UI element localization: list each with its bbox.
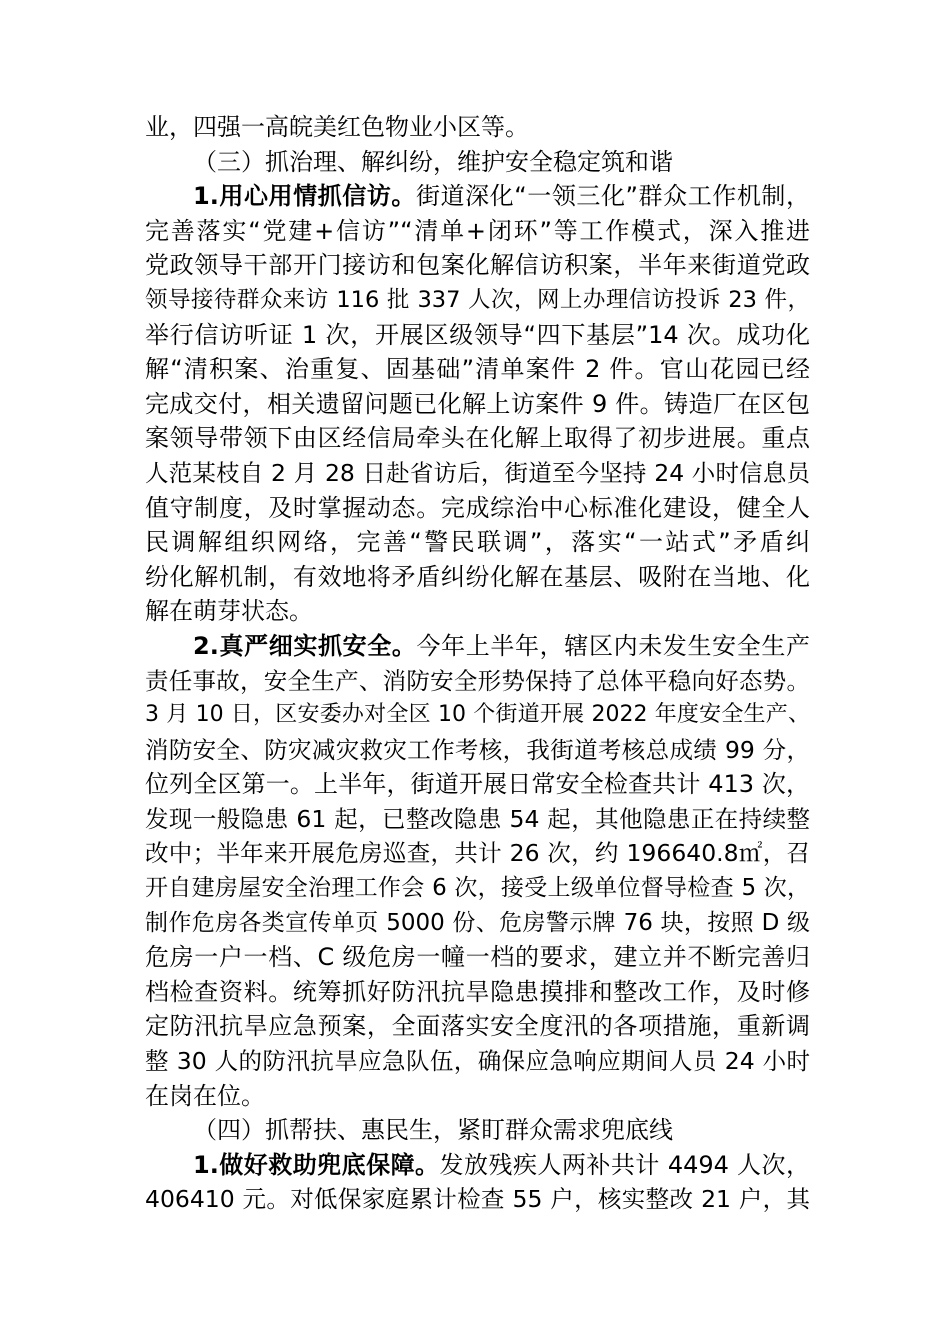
para-line: 值守制度，及时掌握动态。完成综治中心标准化建设，健全人 xyxy=(145,493,810,522)
para-line: 制作危房各类宣传单页 5000 份、危房警示牌 76 块，按照 D 级 xyxy=(145,909,810,936)
para-line: 业，四强一高皖美红色物业小区等。 xyxy=(145,113,529,141)
para-line: 举行信访听证 1 次，开展区级领导“四下基层”14 次。成功化 xyxy=(145,320,810,349)
para-line: 发现一般隐患 61 起，已整改隐患 54 起，其他隐患正在持续整 xyxy=(145,804,810,833)
para-line: 档检查资料。统筹抓好防汛抗旱隐患摸排和整改工作，及时修 xyxy=(145,977,810,1006)
section-heading: （三）抓治理、解纠纷，维护安全稳定筑和谐 xyxy=(193,147,673,176)
para-line: 党政领导干部开门接访和包案化解信访积案，半年来街道党政 xyxy=(145,251,810,280)
para-line: 完成交付，相关遗留问题已化解上访案件 9 件。铸造厂在区包 xyxy=(145,389,810,418)
para-line: 406410 元。对低保家庭累计检查 55 户，核实整改 21 户，其 xyxy=(145,1185,810,1214)
para-text: 今年上半年，辖区内未发生安全生产 xyxy=(416,631,810,660)
para-line: 民调解组织网络，完善“警民联调”，落实“一站式”矛盾纠 xyxy=(145,528,810,557)
para-line xyxy=(145,179,810,214)
para-line: 人范某枝自 2 月 28 日赴省访后，街道至今坚持 24 小时信息员 xyxy=(145,458,810,487)
para-line xyxy=(145,1148,810,1183)
para-line: 改中；半年来开展危房巡查，共计 26 次，约 196640.8㎡，召 xyxy=(145,839,810,868)
para-line: 完善落实“党建+信访”“清单+闭环”等工作模式，深入推进 xyxy=(145,216,810,245)
para-line: 3 月 10 日，区安委办对全区 10 个街道开展 2022 年度安全生产、 xyxy=(145,702,810,728)
para-line: 领导接待群众来访 116 批 337 人次，网上办理信访投诉 23 件， xyxy=(145,286,810,313)
section-heading: （四）抓帮扶、惠民生，紧盯群众需求兜底线 xyxy=(193,1116,673,1145)
para-line: 定防汛抗旱应急预案，全面落实安全度汛的各项措施，重新调 xyxy=(145,1012,810,1041)
para-line: 整 30 人的防汛抗旱应急队伍，确保应急响应期间人员 24 小时 xyxy=(145,1047,810,1076)
para-line: 纷化解机制，有效地将矛盾纠纷化解在基层、吸附在当地、化 xyxy=(145,562,810,591)
para-line: 案领导带领下由区经信局牵头在化解上取得了初步进展。重点 xyxy=(145,424,810,453)
para-line: 位列全区第一。上半年，街道开展日常安全检查共计 413 次， xyxy=(145,770,810,799)
bold-lead: 1.做好救助兜底保障。 xyxy=(193,1150,440,1179)
para-line: 消防安全、防灾减灾救灾工作考核，我街道考核总成绩 99 分， xyxy=(145,735,810,764)
para-line: 危房一户一档、C 级危房一幢一档的要求，建立并不断完善归 xyxy=(145,943,810,972)
para-line: 责任事故，安全生产、消防安全形势保持了总体平稳向好态势。 xyxy=(145,666,810,695)
para-line: 开自建房屋安全治理工作会 6 次，接受上级单位督导检查 5 次， xyxy=(145,875,810,902)
para-line xyxy=(145,629,810,664)
bold-lead: 1.用心用情抓信访。 xyxy=(193,182,416,211)
para-line: 在岗在位。 xyxy=(145,1081,265,1110)
para-line: 解在萌芽状态。 xyxy=(145,597,313,626)
document-body xyxy=(145,110,810,1217)
para-text: 发放残疾人两补共计 4494 人次， xyxy=(439,1150,810,1179)
para-line: 解“清积案、治重复、固基础”清单案件 2 件。官山花园已经 xyxy=(145,355,810,384)
para-text: 街道深化“一领三化”群众工作机制， xyxy=(415,182,810,211)
bold-lead: 2.真严细实抓安全。 xyxy=(193,631,417,660)
